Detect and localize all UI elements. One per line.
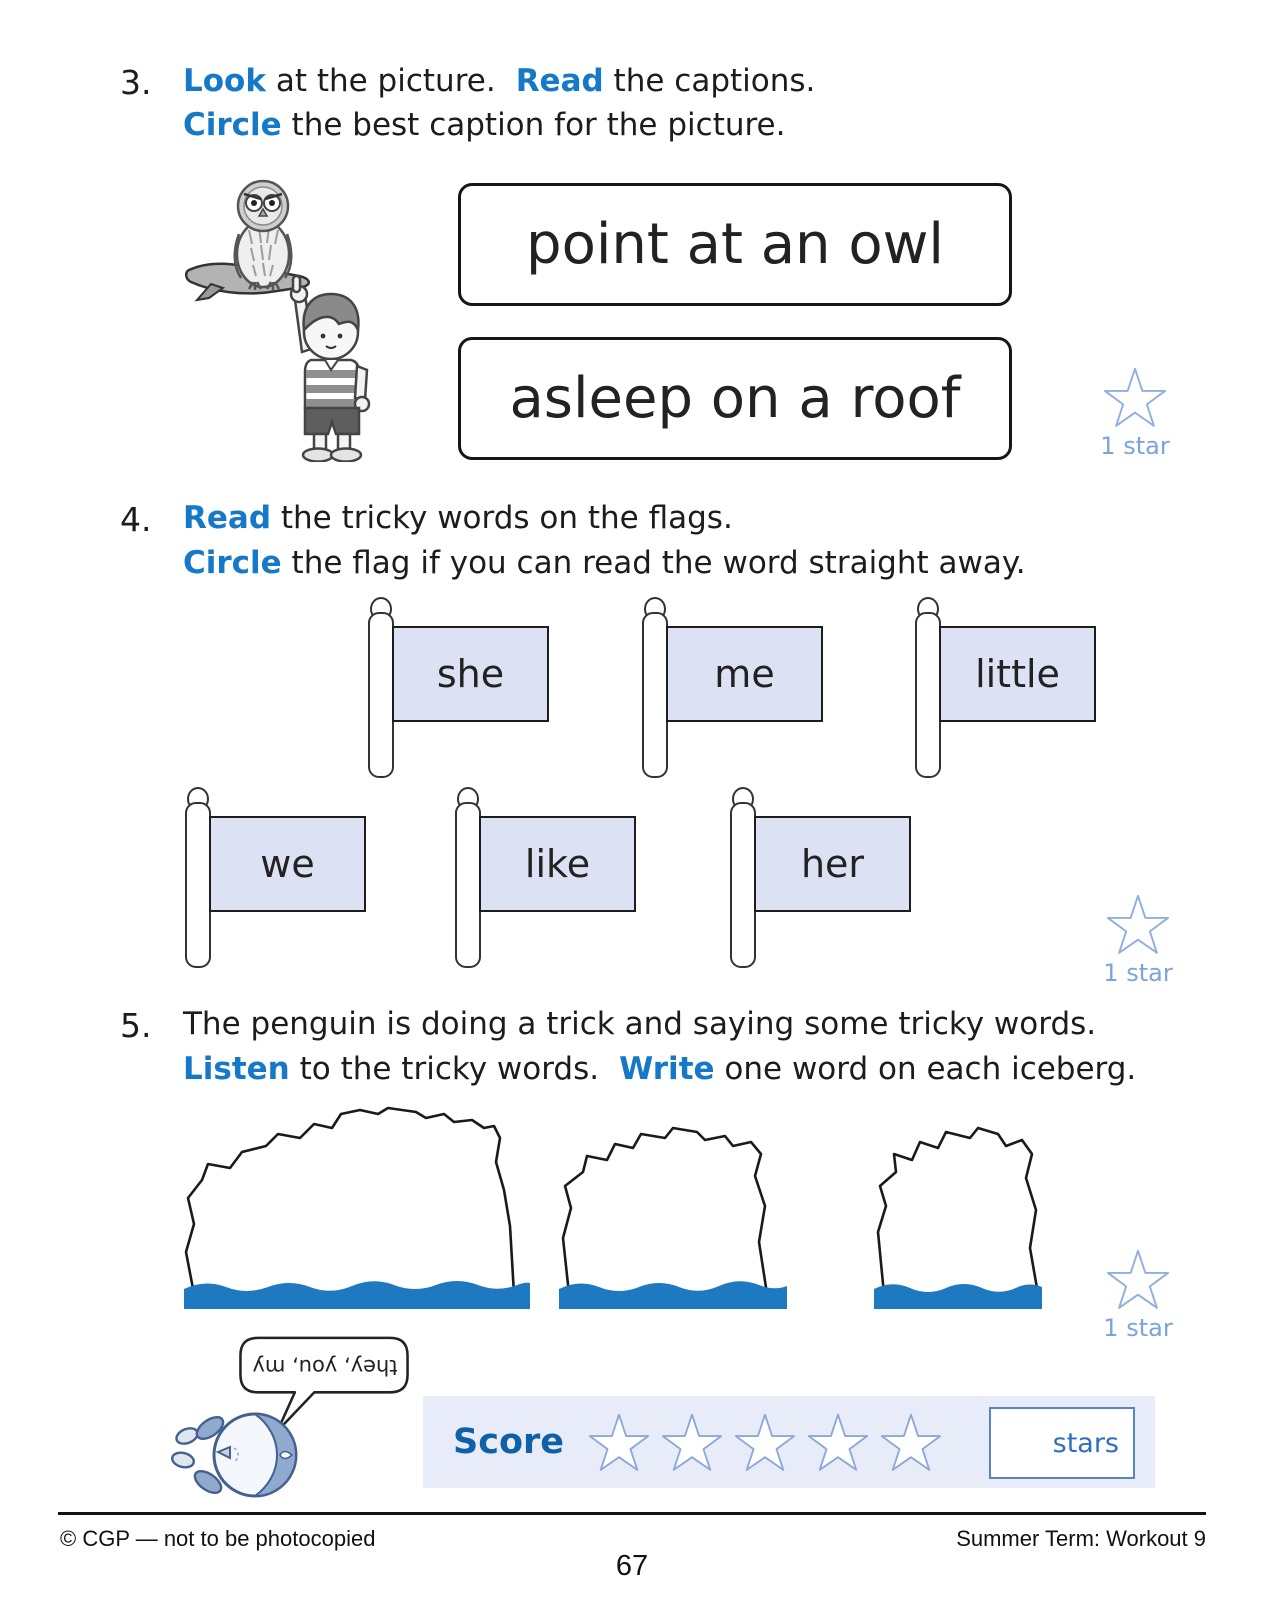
star-count-label: 1 star (1100, 432, 1170, 460)
penguin-illustration (160, 1408, 325, 1503)
star-count-label: 1 star (1103, 959, 1173, 987)
score-stars (588, 1412, 942, 1472)
flag-pole (455, 802, 481, 968)
flag-pole (915, 612, 941, 778)
flag-pole (730, 802, 756, 968)
question-5-text-b: one word on each iceberg. (714, 1051, 1137, 1087)
flag-word: she (436, 652, 505, 696)
flag-little[interactable] (915, 597, 1097, 781)
footer-term-label: Summer Term: Workout 9 (956, 1526, 1206, 1551)
question-5-line-2 (183, 1051, 1136, 1087)
water-wave (559, 1281, 787, 1309)
flag-banner (666, 626, 823, 722)
water-wave (874, 1284, 1042, 1309)
caption-option-2[interactable] (458, 337, 1012, 460)
flag-word: we (260, 842, 315, 886)
question-3-number: 3. (120, 63, 152, 102)
question-4-text-a: the tricky words on the flags. (271, 500, 733, 536)
boy-shorts (305, 408, 359, 434)
iceberg-1-illustration[interactable] (178, 1102, 534, 1310)
star-icon (1103, 366, 1167, 428)
score-star-icon (661, 1412, 723, 1472)
score-bar (423, 1396, 1155, 1488)
flag-me[interactable] (642, 597, 824, 781)
score-star-icon (880, 1412, 942, 1472)
question-3-text-c: the best caption for the picture. (281, 107, 786, 143)
keyword-circle: Circle (183, 107, 282, 143)
iceberg-outline (563, 1128, 767, 1294)
star-count-label: 1 star (1103, 1314, 1173, 1342)
score-star-icon (807, 1412, 869, 1472)
keyword-read-2: Read (183, 500, 272, 536)
question-4-text-b: the flag if you can read the word straight away. (281, 545, 1026, 581)
flag-word: me (714, 652, 775, 696)
question-3-text-a: at the picture. (265, 63, 496, 99)
flag-banner (209, 816, 366, 912)
speech-bubble-text: they, you, my (252, 1355, 398, 1379)
flag-pole (185, 802, 211, 968)
flag-word: like (524, 842, 591, 886)
flag-pole (368, 612, 394, 778)
flag-banner (479, 816, 636, 912)
flag-word: little (975, 652, 1060, 696)
question-4-line-2 (183, 545, 1026, 581)
question-3-star (1075, 366, 1195, 460)
score-label: Score (453, 1422, 564, 1462)
stars-box-label: stars (1052, 1427, 1119, 1459)
flag-she[interactable] (368, 597, 550, 781)
caption-text-2: asleep on a roof (509, 366, 961, 431)
question-5-star (1078, 1248, 1198, 1342)
question-4-star (1078, 893, 1198, 987)
keyword-circle-2: Circle (183, 545, 282, 581)
owl-and-boy-illustration (183, 172, 433, 462)
question-5-number: 5. (120, 1006, 152, 1045)
footer-copyright: © CGP — not to be photocopied (60, 1526, 376, 1551)
question-4-line-1 (183, 500, 733, 536)
question-5-line-1: The penguin is doing a trick and saying some tricky words. (183, 1006, 1097, 1042)
star-icon (1106, 1248, 1170, 1310)
question-5-text-a: to the tricky words. (289, 1051, 600, 1087)
iceberg-outline (878, 1128, 1038, 1294)
question-3-line-2 (183, 107, 785, 143)
question-3-line-1 (183, 63, 815, 99)
flag-like[interactable] (455, 787, 637, 971)
caption-text-1: point at an owl (526, 212, 944, 277)
question-3-text-b: the captions. (603, 63, 816, 99)
score-star-icon (588, 1412, 650, 1472)
page-number: 67 (615, 1550, 649, 1582)
iceberg-3-illustration[interactable] (870, 1102, 1046, 1310)
flag-banner (392, 626, 549, 722)
flag-banner (939, 626, 1096, 722)
flag-we[interactable] (185, 787, 367, 971)
caption-option-1[interactable] (458, 183, 1012, 306)
footer-divider (58, 1512, 1206, 1515)
flag-her[interactable] (730, 787, 912, 971)
flag-banner (754, 816, 911, 912)
keyword-listen: Listen (183, 1051, 290, 1087)
flag-word: her (800, 842, 865, 886)
keyword-look: Look (183, 63, 266, 99)
question-4-number: 4. (120, 500, 152, 539)
score-star-icon (734, 1412, 796, 1472)
keyword-read: Read (515, 63, 604, 99)
keyword-write: Write (619, 1051, 715, 1087)
star-icon (1106, 893, 1170, 955)
stars-score-input-box[interactable] (989, 1407, 1135, 1479)
flag-pole (642, 612, 668, 778)
iceberg-outline (186, 1108, 514, 1294)
iceberg-2-illustration[interactable] (553, 1102, 793, 1310)
